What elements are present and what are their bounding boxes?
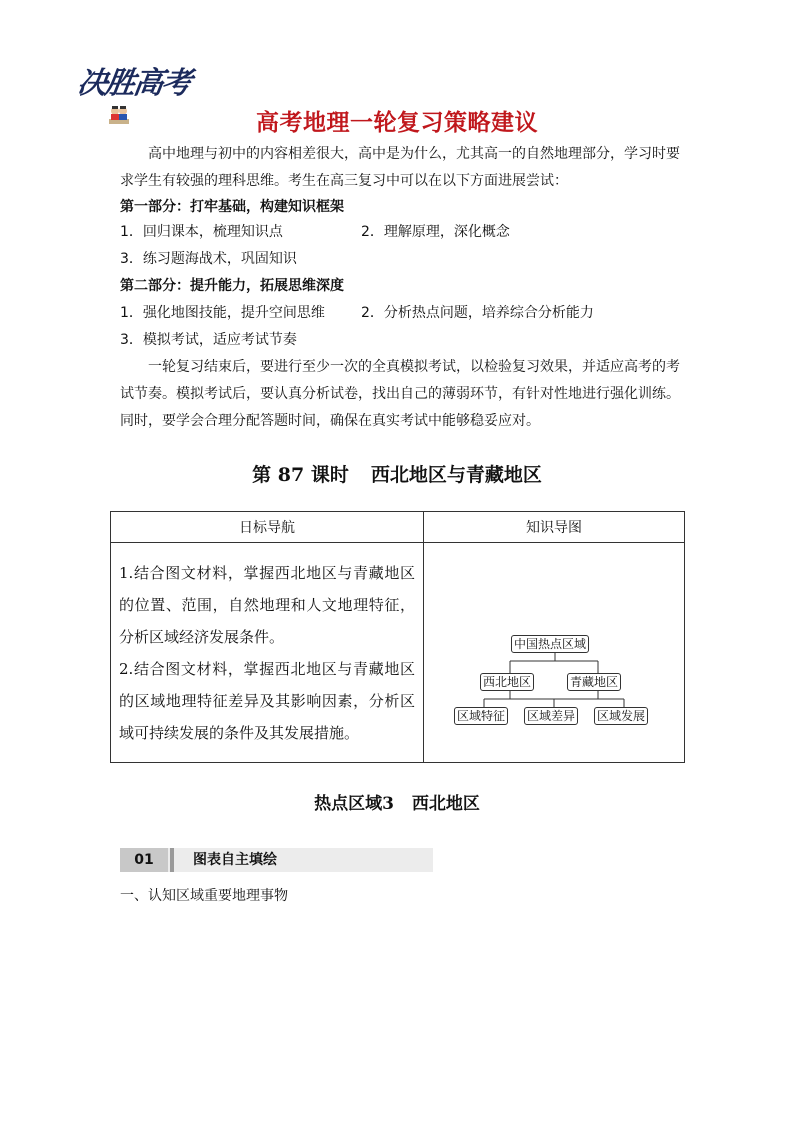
map-node-development: 区域发展 bbox=[594, 707, 648, 725]
map-node-northwest: 西北地区 bbox=[480, 673, 534, 691]
part2-item-3: 3．模拟考试，适应考试节奏 bbox=[120, 332, 297, 348]
lesson-name: 西北地区与青藏地区 bbox=[370, 464, 542, 486]
map-node-root: 中国热点区域 bbox=[511, 635, 589, 653]
part2-item-2: 2．分析热点问题，培养综合分析能力 bbox=[361, 305, 594, 321]
part1-heading: 第一部分：打牢基础，构建知识框架 bbox=[120, 199, 344, 215]
goal-1: 1.结合图文材料，掌握西北地区与青藏地区的位置、范围，自然地理和人文地理特征，分析区域经济发展条件。 bbox=[119, 563, 415, 646]
goals-header: 日标导航 bbox=[111, 512, 424, 543]
lesson-number: 第 87 课时 bbox=[252, 464, 349, 486]
knowledge-map-cell bbox=[424, 543, 685, 763]
subsection-label: 图表自主填绘 bbox=[193, 852, 277, 868]
subsection-divider bbox=[170, 848, 174, 872]
part1-item-2: 2．理解原理，深化概念 bbox=[361, 224, 510, 240]
subsection-bar bbox=[120, 848, 433, 872]
knowledge-map-header: 知识导图 bbox=[424, 512, 685, 543]
part2-heading: 第二部分：提升能力，拓展思维深度 bbox=[120, 278, 344, 294]
part1-item-3: 3．练习题海战术，巩固知识 bbox=[120, 251, 297, 267]
goals-cell bbox=[111, 543, 424, 763]
part2-item-1: 1．强化地图技能，提升空间思维 bbox=[120, 305, 325, 321]
goal-2: 2.结合图文材料，掌握西北地区与青藏地区的区域地理特征差异及其影响因素，分析区域可持续发展的条件及其发展措施。 bbox=[119, 659, 415, 742]
item-heading-1: 一、认知区域重要地理事物 bbox=[120, 888, 288, 904]
closing-paragraph: 一轮复习结束后，要进行至少一次的全真模拟考试，以检验复习效果，并适应高考的考试节奏。模拟考试后，要认真分析试卷，找出自己的薄弱环节，有针对性地进行强化训练。同时，要学会合理分配答题时间，确保在真实考试中能够稳妥应对。 bbox=[120, 359, 680, 429]
intro-paragraph: 高中地理与初中的内容相差很大，高中是为什么，尤其高一的自然地理部分，学习时要求学生有较强的理科思维。考生在高三复习中可以在以下方面进展尝试： bbox=[120, 146, 680, 189]
main-title: 高考地理一轮复习策略建议 bbox=[256, 110, 538, 136]
subsection-number: 01 bbox=[120, 848, 168, 872]
section-number: 热点区域3 bbox=[314, 794, 394, 814]
map-node-features: 区域特征 bbox=[454, 707, 508, 725]
lesson-overview-table bbox=[110, 511, 685, 763]
section-title bbox=[0, 789, 794, 814]
section-name: 西北地区 bbox=[411, 794, 480, 814]
map-node-qinghai-tibet: 青藏地区 bbox=[567, 673, 621, 691]
knowledge-map-connectors bbox=[424, 543, 686, 763]
map-node-differences: 区域差异 bbox=[524, 707, 578, 725]
part1-item-1: 1．回归课本，梳理知识点 bbox=[120, 224, 283, 240]
logo-text: 决胜高考 bbox=[75, 66, 192, 101]
lesson-title bbox=[0, 460, 794, 487]
